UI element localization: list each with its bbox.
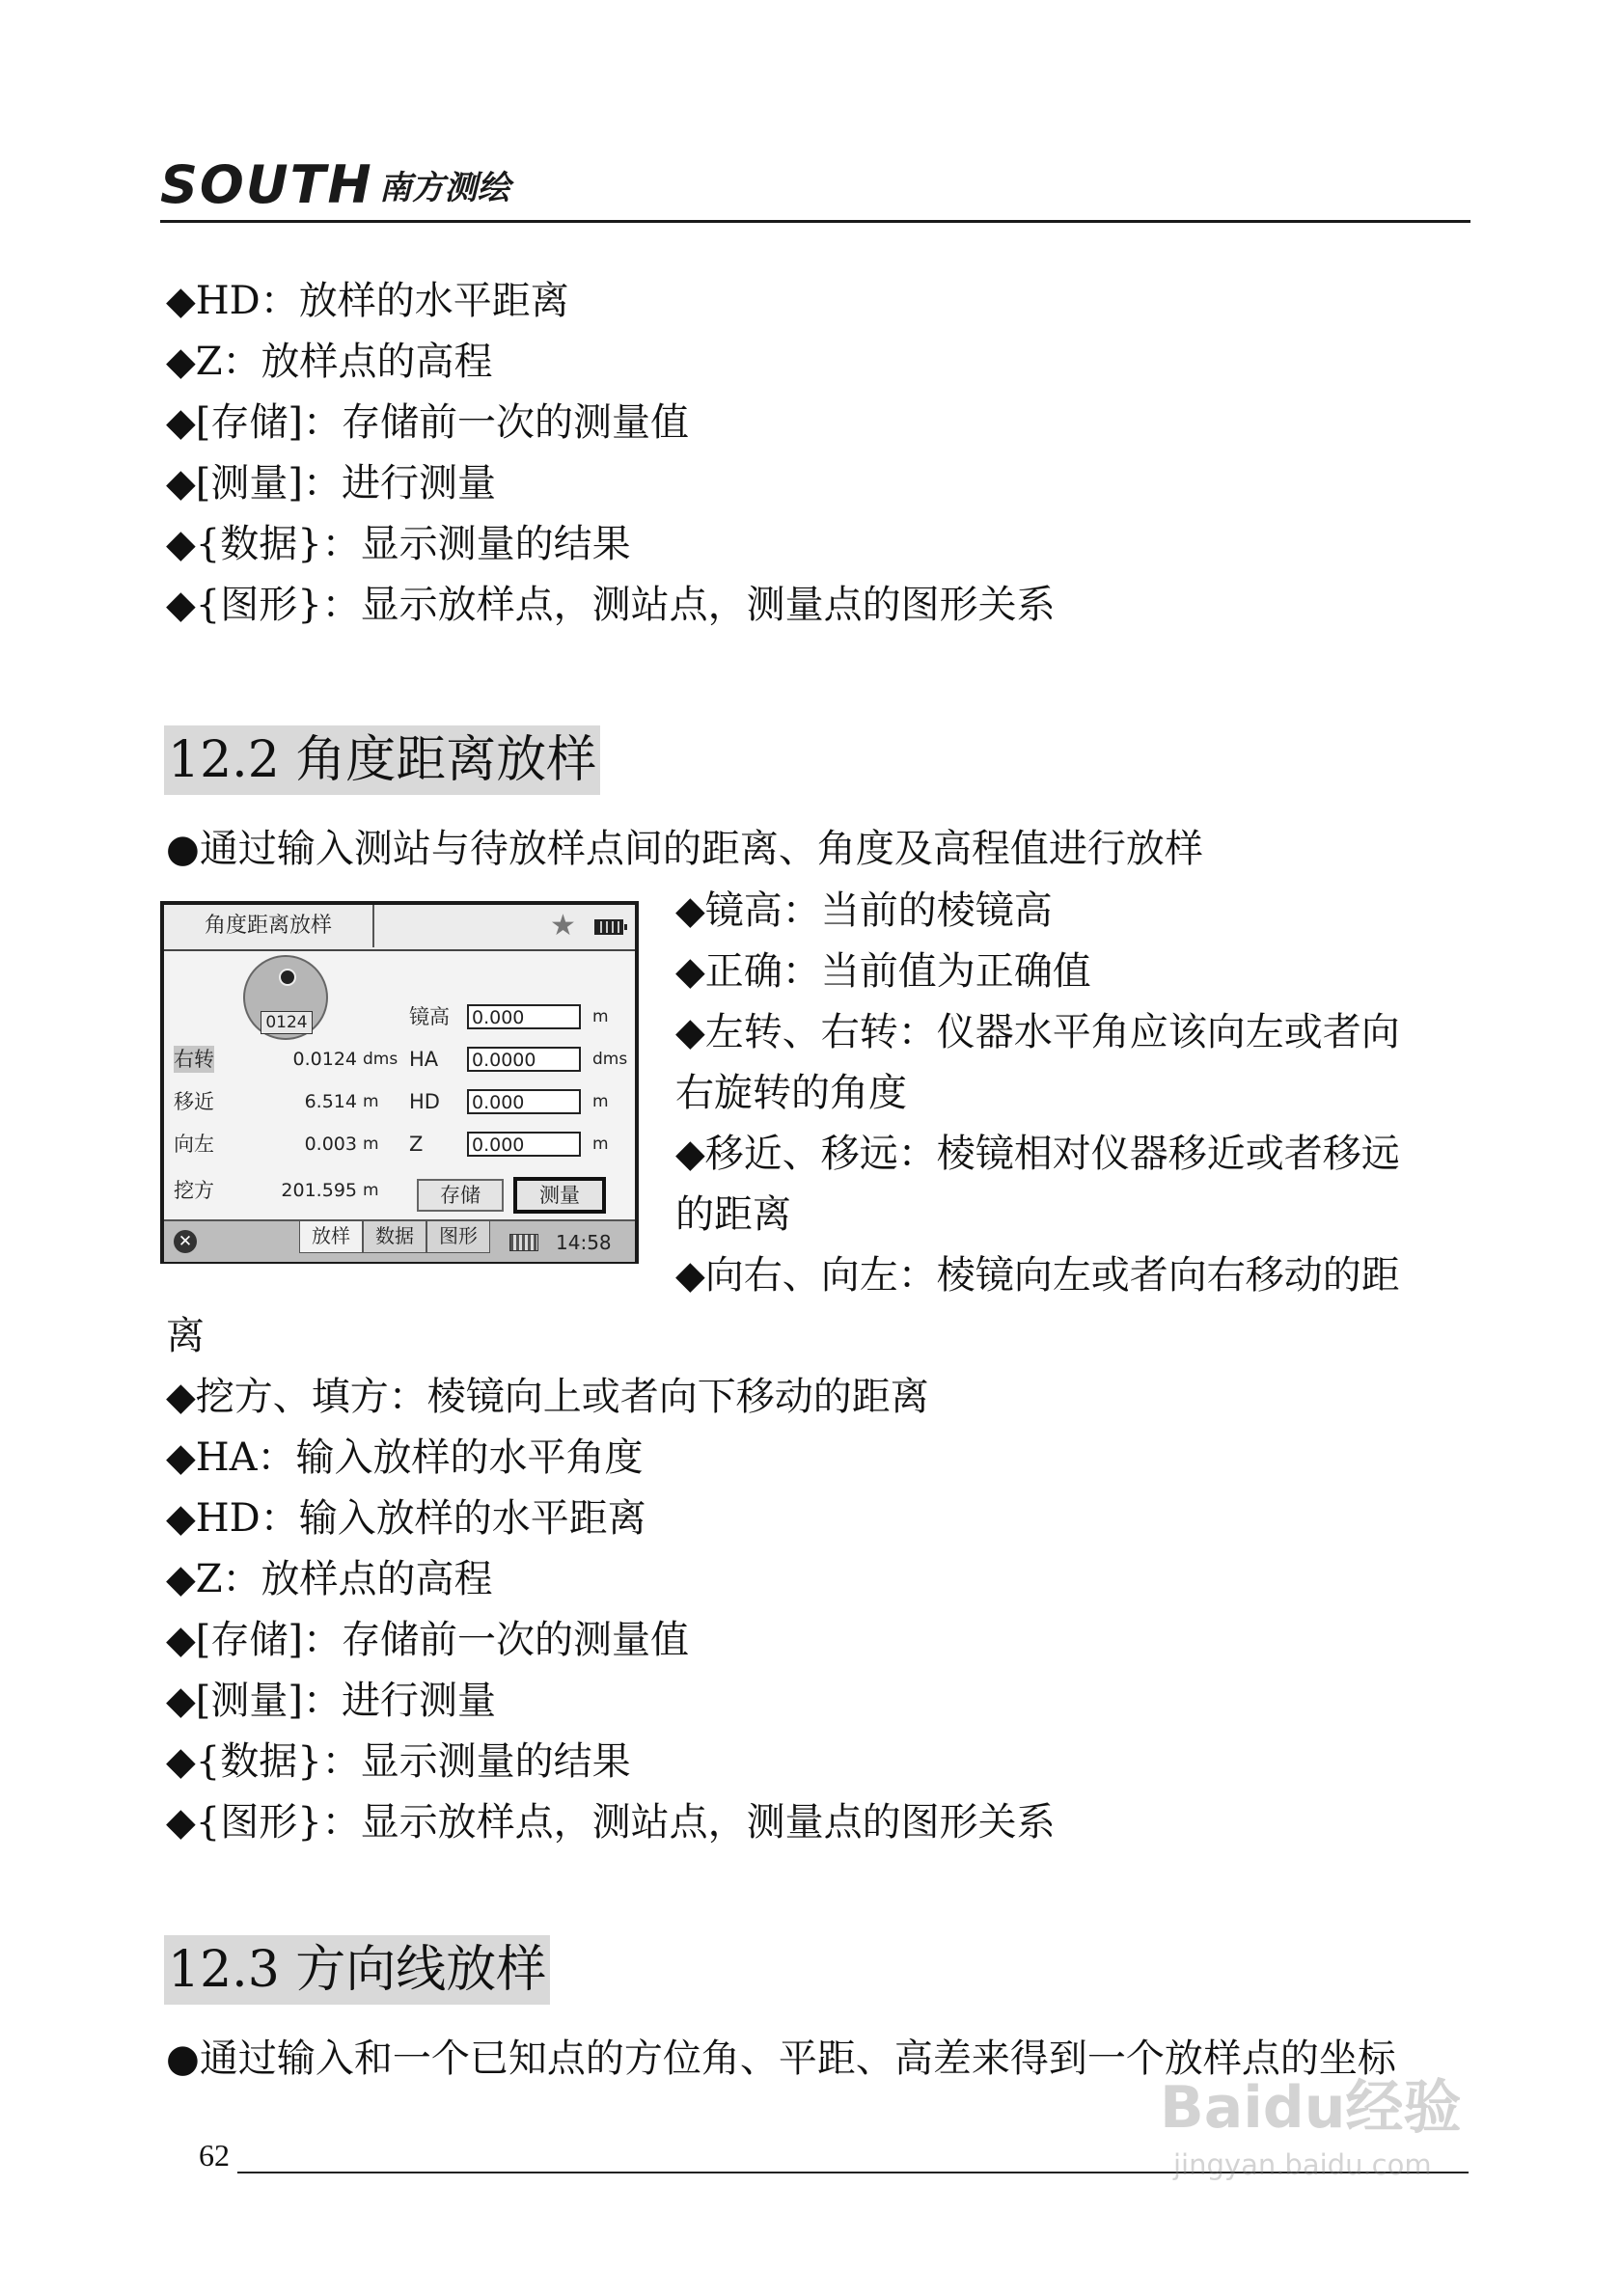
ha-label: HA bbox=[409, 1048, 439, 1071]
description-line: 右旋转的角度 bbox=[675, 1071, 907, 1115]
battery-icon bbox=[594, 919, 623, 935]
hd-input[interactable]: 0.000 bbox=[467, 1089, 581, 1114]
header-divider bbox=[160, 220, 1470, 223]
star-icon: ★ bbox=[550, 909, 576, 943]
move-closer-value: 6.514 bbox=[304, 1091, 357, 1112]
description-line: ◆正确：当前值为正确值 bbox=[675, 949, 1091, 994]
hd-unit: m bbox=[592, 1092, 609, 1111]
list-item: ◆Z：放样点的高程 bbox=[166, 340, 493, 384]
list-item: ◆{数据}：显示测量的结果 bbox=[166, 522, 631, 566]
list-item: ◆{数据}：显示测量的结果 bbox=[166, 1739, 631, 1784]
cut-value: 201.595 bbox=[281, 1180, 357, 1201]
list-item: ◆[测量]：进行测量 bbox=[166, 461, 496, 506]
watermark-logo: Baidu经验 bbox=[1160, 2074, 1462, 2142]
move-left-value: 0.003 bbox=[304, 1134, 357, 1155]
list-item: ◆{图形}：显示放样点，测站点，测量点的图形关系 bbox=[166, 583, 1056, 627]
z-unit: m bbox=[592, 1134, 609, 1154]
list-item: ◆HA：输入放样的水平角度 bbox=[166, 1435, 644, 1480]
cut-unit: m bbox=[363, 1181, 379, 1200]
list-item: ◆Z：放样点的高程 bbox=[166, 1557, 493, 1601]
move-closer-label: 移近 bbox=[174, 1090, 214, 1113]
list-item: ◆[存储]：存储前一次的测量值 bbox=[166, 1618, 689, 1662]
ha-unit: dms bbox=[592, 1050, 628, 1069]
list-item: ◆{图形}：显示放样点，测站点，测量点的图形关系 bbox=[166, 1800, 1056, 1845]
description-line: 离 bbox=[166, 1314, 205, 1358]
cut-label: 挖方 bbox=[174, 1179, 214, 1202]
list-item: ◆HD：输入放样的水平距离 bbox=[166, 1496, 646, 1541]
rotate-right-value: 0.0124 bbox=[292, 1049, 357, 1070]
prism-height-unit: m bbox=[592, 1007, 609, 1026]
target-dot-icon bbox=[279, 969, 296, 986]
device-title: 角度距离放样 bbox=[164, 905, 374, 947]
z-input[interactable]: 0.000 bbox=[467, 1132, 581, 1157]
south-logo bbox=[160, 156, 510, 214]
description-line: ◆移近、移远：棱镜相对仪器移近或者移远 bbox=[675, 1132, 1400, 1176]
keyboard-icon[interactable] bbox=[509, 1234, 538, 1251]
description-line: ◆左转、右转：仪器水平角应该向左或者向 bbox=[675, 1010, 1400, 1054]
device-bottom-bar bbox=[164, 1219, 635, 1262]
rotate-right-unit: dms bbox=[363, 1050, 398, 1069]
rotate-right-label: 右转 bbox=[174, 1048, 214, 1071]
close-icon[interactable]: ✕ bbox=[174, 1230, 197, 1253]
description-line: 的距离 bbox=[675, 1192, 791, 1237]
z-label: Z bbox=[409, 1133, 424, 1156]
compass-indicator bbox=[243, 955, 328, 1040]
prism-height-input[interactable]: 0.000 bbox=[467, 1004, 581, 1029]
move-left-label: 向左 bbox=[174, 1133, 214, 1156]
list-item: ◆挖方、填方：棱镜向上或者向下移动的距离 bbox=[166, 1375, 929, 1419]
section-intro: ●通过输入和一个已知点的方位角、平距、高差来得到一个放样点的坐标 bbox=[166, 2036, 1396, 2081]
section-heading-12-2: 12.2 角度距离放样 bbox=[164, 725, 600, 795]
compass-value: 0124 bbox=[261, 1011, 313, 1034]
list-item: ◆HD：放样的水平距离 bbox=[166, 279, 569, 323]
move-left-unit: m bbox=[363, 1134, 379, 1154]
device-screenshot bbox=[160, 901, 639, 1264]
logo-chinese-text: 南方测绘 bbox=[378, 169, 510, 207]
hd-label: HD bbox=[409, 1090, 440, 1113]
logo-text: SOUTH bbox=[160, 154, 373, 215]
measure-button[interactable]: 测量 bbox=[513, 1177, 606, 1214]
store-button[interactable]: 存储 bbox=[417, 1179, 504, 1212]
ha-input[interactable]: 0.0000 bbox=[467, 1047, 581, 1072]
description-line: ◆镜高：当前的棱镜高 bbox=[675, 888, 1053, 933]
prism-height-label: 镜高 bbox=[409, 1005, 450, 1028]
section-heading-12-3: 12.3 方向线放样 bbox=[164, 1935, 550, 2005]
tab-graphics[interactable]: 图形 bbox=[426, 1221, 490, 1253]
page-number: 62 bbox=[199, 2138, 230, 2173]
move-closer-unit: m bbox=[363, 1092, 379, 1111]
tab-data[interactable]: 数据 bbox=[363, 1221, 426, 1253]
list-item: ◆[存储]：存储前一次的测量值 bbox=[166, 400, 689, 445]
section-intro: ●通过输入测站与待放样点间的距离、角度及高程值进行放样 bbox=[166, 827, 1203, 871]
description-line: ◆向右、向左：棱镜向左或者向右移动的距 bbox=[675, 1253, 1400, 1298]
tab-stakeout[interactable]: 放样 bbox=[299, 1221, 363, 1253]
clock-time: 14:58 bbox=[556, 1231, 612, 1254]
watermark-url: jingyan.baidu.com bbox=[1173, 2148, 1432, 2181]
device-title-bar bbox=[164, 905, 635, 951]
list-item: ◆[测量]：进行测量 bbox=[166, 1679, 496, 1723]
